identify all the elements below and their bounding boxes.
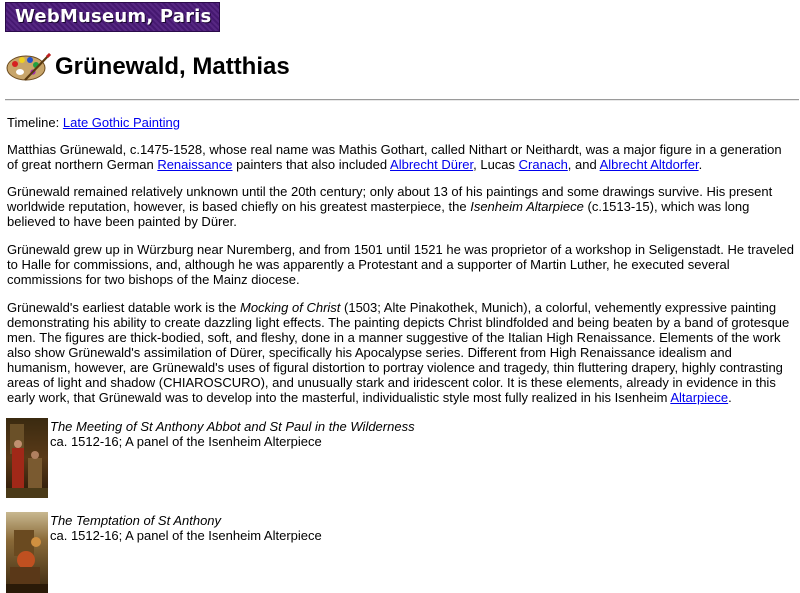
intro-text-4: , and bbox=[567, 157, 600, 172]
albrecht-durer-link[interactable]: Albrecht Dürer bbox=[390, 157, 474, 172]
biography-paragraph: Grünewald grew up in Würzburg near Nuremberg, and from 1501 until 1521 he was proprietor of a workshop in Seligenstadt. He traveled to Halle for commissions, and, although he was apparently a Protestant and a supporter of Martin Luther, he executed several commissions for two bishops of the Mainz diocese. bbox=[7, 242, 794, 287]
intro-text-1: Matthias Grünewald, c.1475-1528, whose real name was Mathis Gothart, called Nithart or Neithardt, was a major figure in a generation of great northern German bbox=[7, 142, 782, 172]
page-title: Grünewald, Matthias bbox=[55, 53, 290, 80]
early-work-paragraph bbox=[7, 300, 795, 405]
isenheim-altarpiece-emphasis: Isenheim Altarpiece bbox=[470, 199, 584, 214]
early-work-text-2: (1503; Alte Pinakothek, Munich), a colorful, vehemently expressive painting demonstrating his ability to create dazzling light effects. The painting depicts Christ blindfolded and being beaten by a band of grotesque men. The figures are thick-bodied, soft, and fleshy, done in a manner suggestive of the Italian High Renaissance. Elements of the work also show Grünewald's assimilation of Dürer, specifically his Apocalypse series. Different from High Renaissance idealism and humanism, however, are Grünewald's uses of figural distortion to portray violence and tragedy, thin fluttering drapery, highly contrasting areas of light and shadow (CHIAROSCURO), and unusually stark and iridescent color. It is these elements, already in evidence in this early work, that Grünewald was to develop into the masterful, individualistic style most fully realized in his Isenheim bbox=[7, 300, 790, 405]
early-work-text-1: Grünewald's earliest datable work is the bbox=[7, 300, 240, 315]
reputation-text-2: (c.1513-15), which was long believed to have been painted by Dürer. bbox=[7, 199, 750, 229]
cranach-link[interactable]: Cranach bbox=[518, 157, 568, 172]
mocking-of-christ-emphasis: Mocking of Christ bbox=[239, 300, 341, 315]
artwork-caption-1 bbox=[50, 419, 795, 449]
banner-text: WebMuseum, Paris bbox=[15, 6, 212, 27]
artwork-date-1: ca. 1512-16; A panel of the Isenheim Alterpiece bbox=[50, 434, 322, 449]
reputation-text-1: Grünewald remained relatively unknown until the 20th century; only about 13 of his paintings and some drawings survive. His present worldwide reputation, however, is based chiefly on his greatest masterpiece, the bbox=[7, 184, 773, 214]
early-work-text-3: . bbox=[728, 390, 732, 405]
reputation-paragraph bbox=[7, 184, 795, 229]
palette-icon bbox=[5, 50, 51, 84]
intro-text-3: , Lucas bbox=[473, 157, 519, 172]
intro-text-5: . bbox=[698, 157, 703, 172]
webmuseum-banner[interactable] bbox=[5, 2, 220, 32]
artwork-title-1: The Meeting of St Anthony Abbot and St Paul in the Wilderness bbox=[50, 419, 415, 434]
altarpiece-link[interactable]: Altarpiece bbox=[670, 390, 729, 405]
horizontal-divider bbox=[5, 99, 799, 101]
renaissance-link[interactable]: Renaissance bbox=[157, 157, 233, 172]
artwork-caption-2 bbox=[50, 513, 795, 543]
intro-text-2: painters that also included bbox=[232, 157, 391, 172]
meeting-st-anthony-thumbnail[interactable] bbox=[6, 418, 48, 498]
timeline-line bbox=[7, 115, 795, 130]
intro-paragraph bbox=[7, 142, 795, 172]
artwork-title-2: The Temptation of St Anthony bbox=[50, 513, 222, 528]
temptation-st-anthony-thumbnail[interactable] bbox=[6, 512, 48, 593]
albrecht-altdorfer-link[interactable]: Albrecht Altdorfer bbox=[599, 157, 699, 172]
artwork-date-2: ca. 1512-16; A panel of the Isenheim Alterpiece bbox=[50, 528, 322, 543]
late-gothic-painting-link[interactable]: Late Gothic Painting bbox=[62, 115, 180, 130]
timeline-label: Timeline: bbox=[7, 115, 60, 130]
